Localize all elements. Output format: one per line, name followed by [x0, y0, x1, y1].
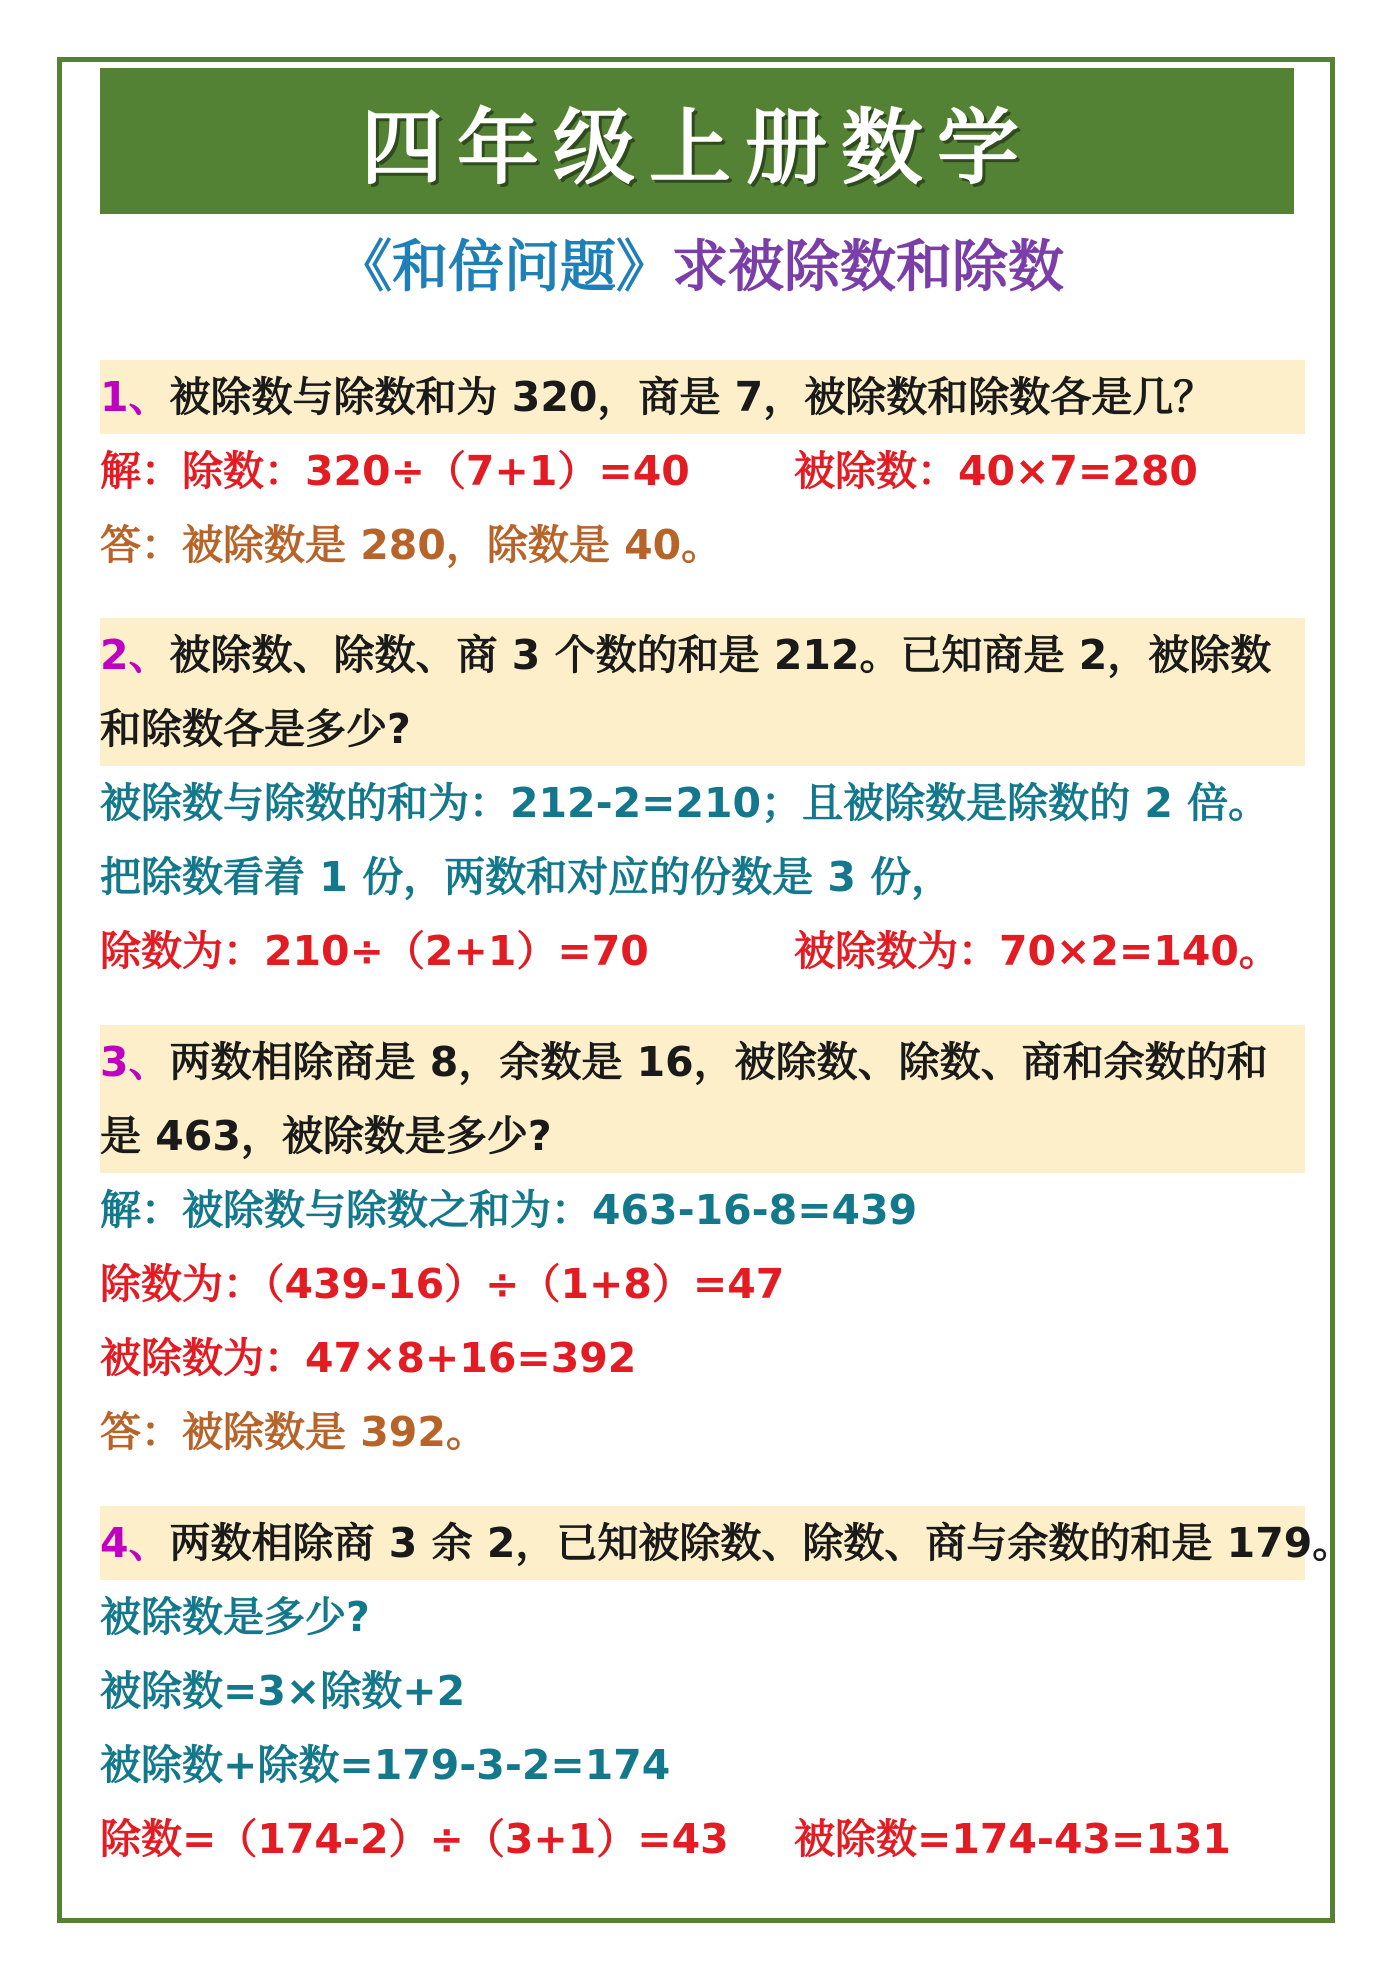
problem-2-solution-line-3: [100, 914, 1310, 988]
problem-3-question-line-1: [100, 1025, 1305, 1099]
divisor-calculation: 除数为：210÷（2+1）=70: [100, 927, 649, 975]
solution-text: 被除数是多少?: [100, 1593, 370, 1641]
problem-1-solution-line: [100, 434, 1310, 508]
subtitle: [0, 228, 1400, 308]
problem-3-question-line-2: [100, 1099, 1305, 1173]
problem-4-solution-line-4: [100, 1802, 1310, 1876]
divisor-calculation: 解：除数：320÷（7+1）=40: [100, 447, 690, 495]
solution-text: 被除数与除数的和为：212-2=210；且被除数是除数的 2 倍。: [100, 779, 1270, 827]
problem-number: 1: [100, 373, 129, 421]
problem-2-solution-line-2: [100, 840, 1310, 914]
question-text: 和除数各是多少?: [100, 705, 411, 753]
problem-separator: 、: [128, 373, 170, 421]
problem-2-question-line-1: [100, 618, 1305, 692]
solution-text: 被除数=3×除数+2: [100, 1667, 466, 1715]
problem-1-question: [100, 360, 1305, 434]
problem-4-question: [100, 1506, 1354, 1580]
problem-number: 4: [100, 1519, 129, 1567]
subtitle-goal: 求被除数和除数: [672, 235, 1064, 300]
problem-2-solution-line-1: [100, 766, 1310, 840]
problem-2-question-line-2: [100, 692, 1305, 766]
problem-1-answer: [100, 508, 1310, 582]
solution-text: 被除数+除数=179-3-2=174: [100, 1741, 671, 1789]
question-text: 是 463，被除数是多少?: [100, 1112, 552, 1160]
dividend-calculation: 被除数为：47×8+16=392: [100, 1334, 637, 1382]
solution-text: 把除数看着 1 份，两数和对应的份数是 3 份，: [100, 853, 953, 901]
question-text: 被除数、除数、商 3 个数的和是 212。已知商是 2，被除数: [169, 631, 1272, 679]
question-text: 两数相除商 3 余 2，已知被除数、除数、商与余数的和是 179。: [169, 1519, 1354, 1567]
problem-3-solution-line-2: [100, 1247, 1310, 1321]
problem-separator: 、: [128, 1519, 170, 1567]
problem-separator: 、: [128, 631, 170, 679]
problem-4-solution-line-1: [100, 1580, 1310, 1654]
dividend-calculation: 被除数为：70×2=140。: [794, 927, 1280, 975]
dividend-calculation: 被除数=174-43=131: [794, 1815, 1231, 1863]
answer-text: 答：被除数是 280，除数是 40。: [100, 521, 723, 569]
divisor-calculation: 除数=（174-2）÷（3+1）=43: [100, 1815, 729, 1863]
question-text: 两数相除商是 8，余数是 16，被除数、除数、商和余数的和: [169, 1038, 1268, 1086]
problem-4-solution-line-2: [100, 1654, 1310, 1728]
problem-separator: 、: [128, 1038, 170, 1086]
answer-text: 答：被除数是 392。: [100, 1408, 487, 1456]
problem-number: 3: [100, 1038, 129, 1086]
problem-3-answer: [100, 1395, 1310, 1469]
problem-4-solution-line-3: [100, 1728, 1310, 1802]
header-banner: [100, 68, 1294, 214]
divisor-calculation: 除数为：（439-16）÷（1+8）=47: [100, 1260, 785, 1308]
solution-text: 解：被除数与除数之和为：463-16-8=439: [100, 1186, 918, 1234]
problem-number: 2: [100, 631, 129, 679]
subtitle-topic: 《和倍问题》: [336, 235, 672, 300]
dividend-calculation: 被除数：40×7=280: [794, 447, 1198, 495]
page-title: 四年级上册数学: [360, 99, 1033, 196]
question-text: 被除数与除数和为 320，商是 7，被除数和除数各是几？: [169, 373, 1215, 421]
problem-3-solution-line-1: [100, 1173, 1310, 1247]
problem-3-solution-line-3: [100, 1321, 1310, 1395]
